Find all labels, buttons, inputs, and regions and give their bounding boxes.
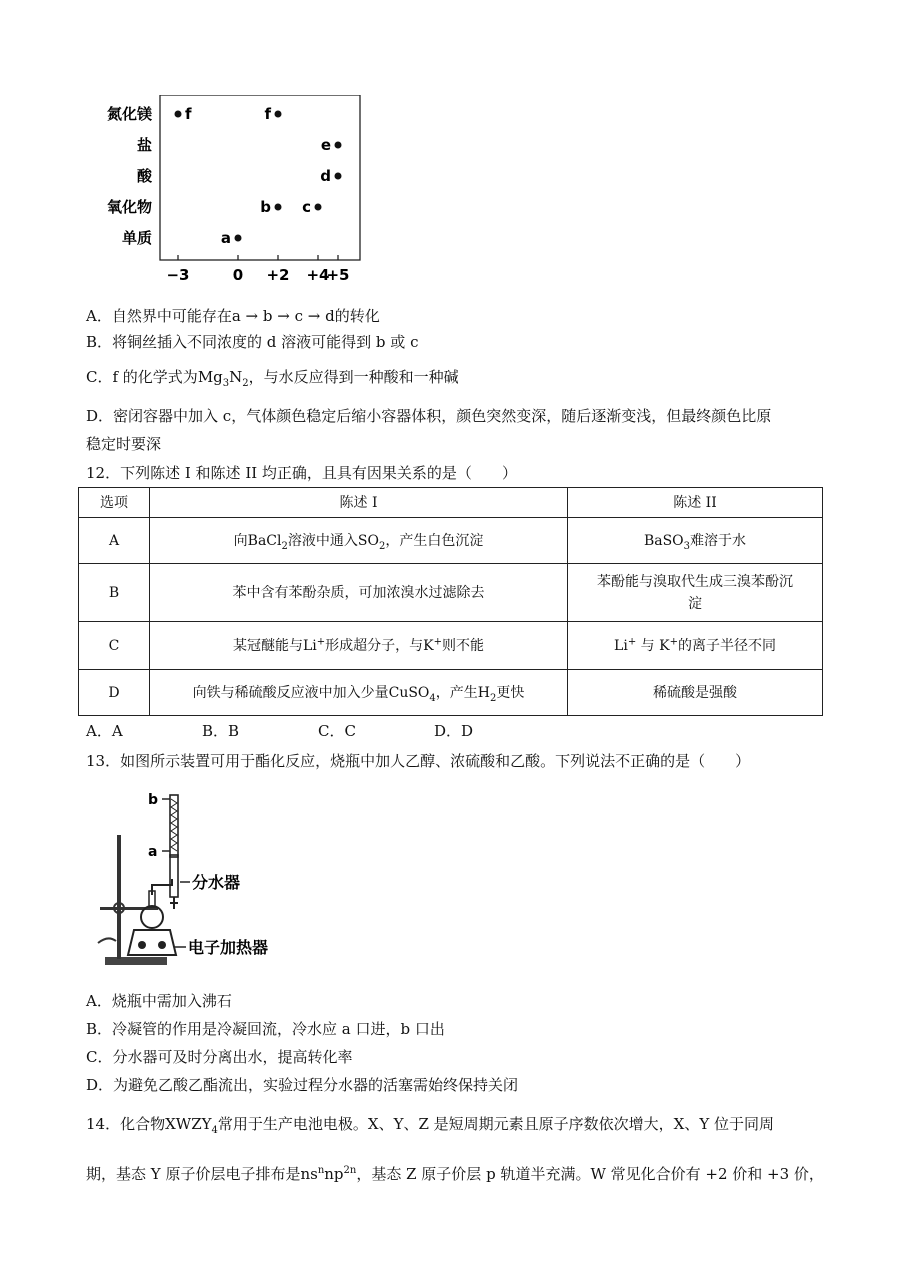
- y-category-label: 单质: [121, 229, 152, 247]
- y-category-label: 氧化物: [106, 198, 152, 216]
- label-heater: 电子加热器: [188, 938, 269, 957]
- point-label: f: [264, 105, 271, 123]
- q14-line1: 14．化合物$XWZY_4$常用于生产电池电极。X、Y、Z 是短周期元素且原子序数依次增大，X、Y 位于同周: [86, 1115, 775, 1136]
- row-statement-2: 稀硫酸是强酸: [568, 670, 823, 716]
- table-row: [79, 670, 823, 716]
- y-category-label: 氮化镁: [106, 105, 152, 123]
- q11-option-d-line1: D．密闭容器中加入 c，气体颜色稳定后缩小容器体积，颜色突然变深，随后逐渐变浅，但最终颜色比原: [86, 407, 772, 425]
- y-category-label: 酸: [136, 167, 152, 185]
- header-option: 选项: [79, 488, 150, 518]
- q14-line2: 期，基态 Y 原子价层电子排布是$ns^nnp^{2n}$，基态 Z 原子价层 p 轨道半充满。W 常见化合价有 +2 价和 +3 价，: [86, 1165, 824, 1183]
- stand-base: [105, 957, 167, 965]
- row-option: D: [79, 670, 150, 716]
- point-label: c: [302, 198, 311, 216]
- point-f: [275, 111, 282, 118]
- chart-points: [175, 105, 342, 247]
- table-row: [79, 518, 823, 564]
- valence-category-chart: [80, 95, 370, 290]
- label-separator: 分水器: [192, 873, 241, 892]
- q12-option-a: A．A: [86, 722, 123, 740]
- heater-dot: [158, 941, 166, 949]
- x-tick-label: +5: [326, 266, 350, 284]
- point-label: a: [220, 229, 231, 247]
- row-option: B: [79, 564, 150, 622]
- label-a: a: [148, 844, 158, 860]
- point-label: e: [320, 136, 331, 154]
- table-row: [79, 564, 823, 622]
- q13-option-b: B．冷凝管的作用是冷凝回流，冷水应 a 口进，b 口出: [86, 1020, 445, 1038]
- point-label: f: [185, 105, 192, 123]
- row-statement-1: 苯中含有苯酚杂质，可加浓溴水过滤除去: [150, 564, 568, 622]
- heater-body: [128, 930, 176, 955]
- row-statement-1: 向铁与稀硫酸反应液中加入少量CuSO$_4$，产生$H_2$更快: [150, 670, 568, 716]
- point-a: [235, 235, 242, 242]
- label-b: b: [148, 792, 159, 808]
- header-statement-2: 陈述 II: [568, 488, 823, 518]
- q12-table: [78, 487, 823, 716]
- table-header-row: [79, 488, 823, 518]
- point-label: b: [260, 198, 271, 216]
- point-d: [335, 173, 342, 180]
- q11-option-c: C．f 的化学式为$Mg_3N_2$，与水反应得到一种酸和一种碱: [86, 368, 459, 389]
- esterification-apparatus: [90, 785, 290, 975]
- row-option: A: [79, 518, 150, 564]
- q11-option-d-line2: 稳定时要深: [86, 435, 162, 453]
- separator-stopcock: [170, 897, 178, 909]
- q11-option-b: B．将铜丝插入不同浓度的 d 溶液可能得到 b 或 c: [86, 333, 419, 351]
- table-row: [79, 622, 823, 670]
- row-option: C: [79, 622, 150, 670]
- point-e: [335, 142, 342, 149]
- header-statement-1: 陈述 I: [150, 488, 568, 518]
- y-category-label: 盐: [136, 136, 152, 154]
- y-axis-labels: [107, 105, 153, 247]
- x-tick-label: +2: [266, 266, 290, 284]
- x-tick-label: +4: [306, 266, 330, 284]
- point-f: [175, 111, 182, 118]
- row-statement-2: Li+ 与 K+的离子半径不同: [568, 622, 823, 670]
- separator-body: [170, 855, 178, 897]
- q12-option-c: C．C: [318, 722, 356, 740]
- q13-stem: 13．如图所示装置可用于酯化反应，烧瓶中加人乙醇、浓硫酸和乙酸。下列说法不正确的是（ ）: [86, 752, 751, 770]
- row-statement-2: 苯酚能与溴取代生成三溴苯酚沉 淀: [568, 564, 823, 622]
- q11-option-a: A．自然界中可能存在a → b → c → d的转化: [86, 307, 380, 325]
- x-tick-label: −3: [166, 266, 190, 284]
- q13-option-d: D．为避免乙酸乙酯流出，实验过程分水器的活塞需始终保持关闭: [86, 1076, 519, 1094]
- q12-stem: 12．下列陈述 I 和陈述 II 均正确，且具有因果关系的是（ ）: [86, 464, 517, 482]
- point-c: [315, 204, 322, 211]
- x-tick-label: 0: [232, 266, 244, 284]
- q13-option-c: C．分水器可及时分离出水，提高转化率: [86, 1048, 353, 1066]
- point-b: [275, 204, 282, 211]
- row-statement-2: BaSO$_3$难溶于水: [568, 518, 823, 564]
- point-label: d: [320, 167, 331, 185]
- heater-dot: [138, 941, 146, 949]
- stand-rod: [117, 835, 121, 959]
- row-statement-1: 向BaCl$_2$溶液中通入$SO_2$，产生白色沉淀: [150, 518, 568, 564]
- row-statement-1: 某冠醚能与Li+形成超分子，与K+则不能: [150, 622, 568, 670]
- q12-option-b: B．B: [202, 722, 240, 740]
- q13-option-a: A．烧瓶中需加入沸石: [86, 992, 232, 1010]
- q12-option-d: D．D: [434, 722, 474, 740]
- condenser-coil: [171, 799, 177, 851]
- clamp-lever: [98, 938, 116, 943]
